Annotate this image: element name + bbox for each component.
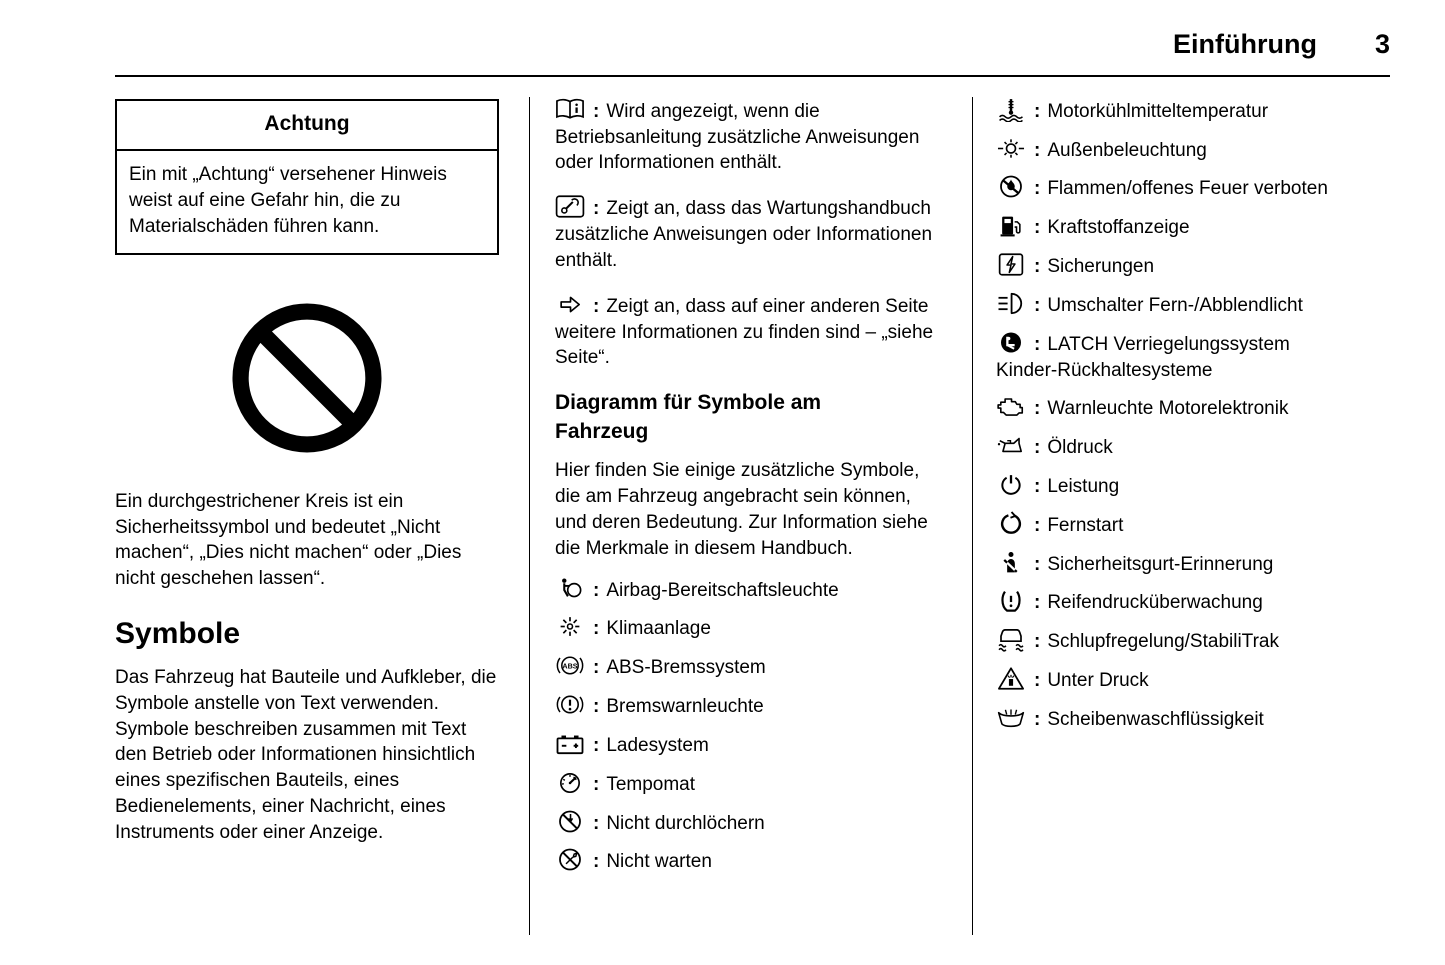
symbol-label: Nicht durchlöchern [606, 812, 765, 834]
no-open-flames-icon [996, 174, 1026, 199]
symbol-label: Unter Druck [1047, 670, 1149, 692]
colon-separator: : [1034, 217, 1041, 239]
cruise-control-icon [555, 770, 585, 795]
colon-separator: : [593, 618, 600, 640]
symbol-label: Ladesystem [606, 734, 709, 756]
symbol-row [996, 627, 1348, 655]
colon-separator: : [593, 696, 600, 718]
symbol-label: Tempomat [606, 773, 696, 795]
abs-icon [555, 653, 585, 678]
page-header [115, 26, 1390, 75]
symbol-row [996, 330, 1348, 384]
symbol-row [555, 847, 944, 875]
diagram-heading: Diagramm für Symbole am Fahrzeug [555, 391, 822, 443]
symbol-label: Scheibenwaschflüssigkeit [1047, 708, 1264, 730]
see-page-note [555, 292, 944, 371]
symbols-body: Das Fahrzeug hat Bauteile und Aufkleber, die Symbole anstelle von Text verwenden. Symbole beschreiben zusammen mit Text den Betrieb oder Informationen hinsichtlich eines spezifischen Bauteils, eines Bedienelements, einer Nachricht, eines Instruments oder einer Anzeige. [115, 666, 497, 843]
symbol-label: Klimaanlage [606, 618, 711, 640]
tire-pressure-icon [996, 588, 1026, 613]
colon-separator: : [1034, 256, 1041, 278]
service-manual-note [555, 194, 944, 273]
header-rule [115, 75, 1390, 77]
colon-separator: : [1034, 670, 1041, 692]
symbol-label: Fernstart [1047, 514, 1124, 536]
prohibition-symbol-wrap [115, 297, 499, 459]
symbol-row [996, 550, 1348, 578]
symbol-label: Flammen/offenes Feuer verboten [1047, 178, 1328, 200]
diagram-body: Hier finden Sie einige zusätzliche Symbole, die am Fahrzeug angebracht sein können, und deren Bedeutung. Zur Information siehe die Merkmale in diesem Handbuch. [555, 460, 928, 559]
power-icon [996, 472, 1026, 497]
climate-icon [555, 614, 585, 639]
attention-box [115, 99, 499, 255]
symbol-label: Schlupfregelung/StabiliTrak [1047, 631, 1279, 653]
colon-separator: : [1034, 592, 1041, 614]
colon-separator: : [1034, 294, 1041, 316]
brake-warning-icon [555, 692, 585, 717]
symbol-row [996, 174, 1348, 202]
symbol-row [555, 576, 944, 604]
symbol-row [996, 97, 1348, 125]
symbol-label: Warnleuchte Motorelektronik [1047, 398, 1289, 420]
colon-separator: : [593, 812, 600, 834]
colon-separator: : [593, 773, 600, 795]
symbol-row [555, 692, 944, 720]
colon-separator: : [593, 851, 600, 873]
prohibition-icon [226, 297, 388, 459]
symbol-row [996, 511, 1348, 539]
remote-start-icon [996, 511, 1026, 536]
colon-separator: : [1034, 476, 1041, 497]
symbol-row [555, 770, 944, 798]
symbol-label: Außenbeleuchtung [1047, 139, 1207, 161]
colon-separator: : [593, 198, 600, 220]
headlight-dimmer-icon [996, 291, 1026, 316]
symbol-label: Kraftstoffanzeige [1047, 217, 1190, 239]
symbols-heading: Symbole [115, 617, 241, 651]
airbag-icon [555, 576, 585, 601]
colon-separator: : [1034, 398, 1041, 420]
colon-separator: : [593, 100, 600, 122]
colon-separator: : [593, 295, 600, 317]
symbol-label: Leistung [1047, 476, 1120, 497]
arrow-icon [555, 292, 585, 317]
colon-separator: : [1034, 553, 1041, 575]
symbol-row [996, 433, 1348, 461]
symbol-label: Nicht warten [606, 851, 712, 873]
colon-separator: : [1034, 437, 1041, 459]
colon-separator: : [1034, 178, 1041, 200]
oil-pressure-icon [996, 433, 1026, 458]
symbol-row [996, 252, 1348, 280]
do-not-service-icon [555, 847, 585, 872]
colon-separator: : [1034, 708, 1041, 730]
symbol-row [555, 731, 944, 759]
symbol-label: Öldruck [1047, 437, 1113, 459]
symbol-label: Airbag-Bereitschaftsleuchte [606, 579, 839, 601]
symbol-row [555, 614, 944, 642]
symbol-row [996, 588, 1348, 616]
symbol-row [996, 291, 1348, 319]
attention-body: Ein mit „Achtung“ versehener Hinweis weist auf eine Gefahr hin, die zu Materialschäden führen kann. [129, 164, 447, 237]
symbol-row [996, 213, 1348, 241]
seatbelt-reminder-icon [996, 550, 1026, 575]
do-not-pierce-icon [555, 809, 585, 834]
exterior-lighting-icon [996, 136, 1026, 161]
symbol-label: Umschalter Fern-/Abblendlicht [1047, 294, 1303, 316]
symbol-row [555, 653, 944, 681]
page-number: 3 [1374, 29, 1390, 59]
washer-fluid-icon [996, 705, 1026, 730]
content-columns [115, 97, 1390, 935]
colon-separator: : [593, 734, 600, 756]
symbol-row [996, 705, 1348, 733]
symbol-label: Sicherungen [1047, 256, 1155, 278]
colon-separator: : [1034, 333, 1041, 355]
book-icon [555, 97, 585, 122]
traction-control-icon [996, 627, 1026, 652]
engine-warning-icon [996, 394, 1026, 419]
symbol-label: Reifendrucküberwachung [1047, 592, 1263, 614]
symbol-row [996, 394, 1348, 422]
colon-separator: : [1034, 514, 1041, 536]
column-right [973, 97, 1390, 935]
symbol-label: Sicherheitsgurt-Erinnerung [1047, 553, 1274, 575]
colon-separator: : [593, 657, 600, 679]
note-text: Zeigt an, dass das Wartungshandbuch zusätzliche Anweisungen oder Informationen enthält. [555, 198, 933, 271]
symbol-row [555, 809, 944, 837]
colon-separator: : [1034, 100, 1041, 122]
svg-text:ABS: ABS [562, 661, 578, 671]
service-manual-icon [555, 194, 585, 219]
fuses-icon [996, 252, 1026, 277]
symbol-label: Motorkühlmitteltemperatur [1047, 100, 1269, 122]
symbol-label: ABS-Bremssystem [606, 657, 766, 679]
coolant-temperature-icon [996, 97, 1026, 122]
prohibition-text: Ein durchgestrichener Kreis ist ein Sicherheitssymbol und bedeutet „Nicht machen“, „Dies nicht machen“ oder „Dies nicht geschehen lassen“. [115, 490, 462, 590]
note-text: Zeigt an, dass auf einer anderen Seite weitere Informationen zu finden sind – „siehe Seite“. [555, 295, 934, 369]
owner-manual-note [555, 97, 944, 176]
attention-title: Achtung [117, 101, 497, 152]
symbol-row [996, 472, 1348, 500]
symbol-label: LATCH Verriegelungssystem Kinder-Rückhaltesysteme [996, 333, 1290, 381]
symbol-label: Bremswarnleuchte [606, 696, 764, 718]
fuel-gauge-icon [996, 213, 1026, 238]
symbol-row [996, 136, 1348, 164]
under-pressure-icon [996, 666, 1026, 691]
latch-icon [996, 330, 1026, 355]
battery-icon [555, 731, 585, 756]
symbol-row [996, 666, 1348, 694]
colon-separator: : [593, 579, 600, 601]
column-middle [530, 97, 973, 935]
colon-separator: : [1034, 139, 1041, 161]
note-text: Wird angezeigt, wenn die Betriebsanleitung zusätzliche Anweisungen oder Informationen enthält. [555, 100, 920, 174]
chapter-title: Einführung [1173, 29, 1317, 59]
column-left [115, 97, 530, 935]
colon-separator: : [1034, 631, 1041, 653]
